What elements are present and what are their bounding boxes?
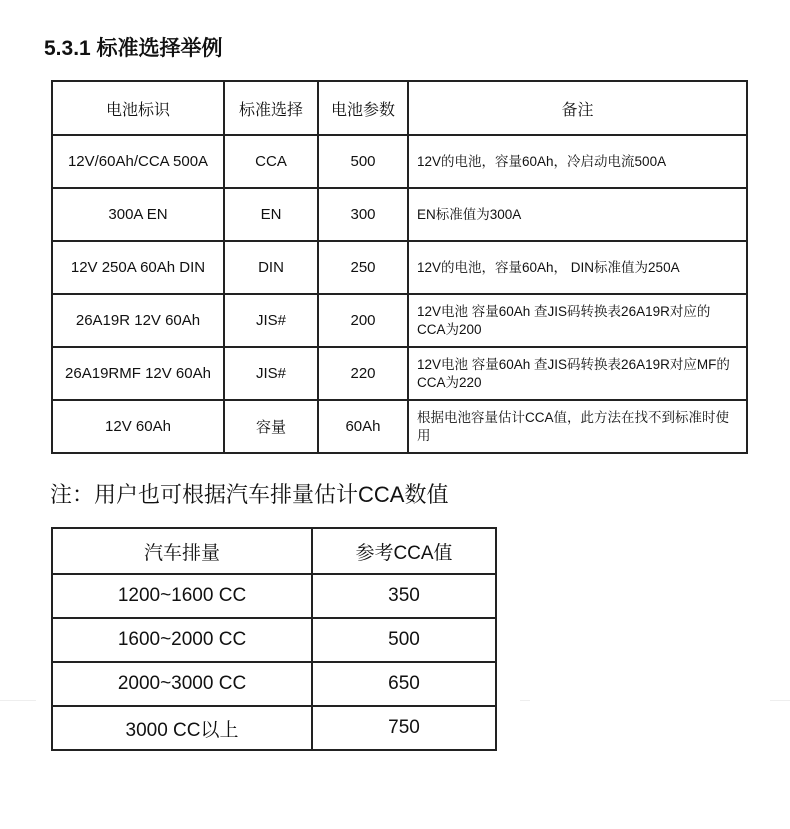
faint-divider-left <box>0 700 36 701</box>
cell-standard: DIN <box>224 241 318 294</box>
cell-cca: 500 <box>312 618 496 662</box>
cell-cca: 650 <box>312 662 496 706</box>
table-header-row <box>52 81 747 135</box>
cell-cca: 350 <box>312 574 496 618</box>
cell-param: 500 <box>318 135 408 188</box>
header-standard: 标准选择 <box>224 81 318 135</box>
cell-remark: 12V电池 容量60Ah 查JIS码转换表26A19R对应的CCA为200 <box>408 294 747 347</box>
cell-param: 200 <box>318 294 408 347</box>
cell-remark: 12V的电池，容量60Ah， DIN标准值为250A <box>408 241 747 294</box>
faint-divider-mid <box>520 700 530 701</box>
table-row <box>52 241 747 294</box>
cell-displacement: 1600~2000 CC <box>52 618 312 662</box>
cell-standard: JIS# <box>224 347 318 400</box>
header-displacement: 汽车排量 <box>52 528 312 574</box>
table-row <box>52 574 496 618</box>
cell-cca: 750 <box>312 706 496 750</box>
header-battery-id: 电池标识 <box>52 81 224 135</box>
cell-param: 250 <box>318 241 408 294</box>
cell-displacement: 2000~3000 CC <box>52 662 312 706</box>
cell-standard: EN <box>224 188 318 241</box>
cell-standard: 容量 <box>224 400 318 453</box>
battery-standard-table <box>51 80 748 454</box>
cell-displacement: 1200~1600 CC <box>52 574 312 618</box>
cell-battery-id: 12V 60Ah <box>52 400 224 453</box>
table-row <box>52 706 496 750</box>
faint-divider-right <box>770 700 790 701</box>
note-text: 注：用户也可根据汽车排量估计CCA数值 <box>50 482 449 507</box>
cell-battery-id: 26A19RMF 12V 60Ah <box>52 347 224 400</box>
cell-remark: 12V的电池，容量60Ah，冷启动电流500A <box>408 135 747 188</box>
cell-battery-id: 300A EN <box>52 188 224 241</box>
table-row <box>52 662 496 706</box>
cell-battery-id: 26A19R 12V 60Ah <box>52 294 224 347</box>
table-row <box>52 347 747 400</box>
cell-remark: 12V电池 容量60Ah 查JIS码转换表26A19R对应MF的CCA为220 <box>408 347 747 400</box>
cell-param: 60Ah <box>318 400 408 453</box>
header-remark: 备注 <box>408 81 747 135</box>
table-row <box>52 135 747 188</box>
table-row <box>52 188 747 241</box>
cell-battery-id: 12V/60Ah/CCA 500A <box>52 135 224 188</box>
table-row <box>52 294 747 347</box>
table-header-row <box>52 528 496 574</box>
header-reference-cca: 参考CCA值 <box>312 528 496 574</box>
cell-standard: JIS# <box>224 294 318 347</box>
displacement-cca-table <box>51 527 497 751</box>
table-row <box>52 618 496 662</box>
cell-param: 220 <box>318 347 408 400</box>
section-title: 5.3.1 标准选择举例 <box>44 37 223 60</box>
cell-remark: 根据电池容量估计CCA值，此方法在找不到标准时使用 <box>408 400 747 453</box>
cell-standard: CCA <box>224 135 318 188</box>
cell-displacement: 3000 CC以上 <box>52 706 312 750</box>
header-battery-param: 电池参数 <box>318 81 408 135</box>
cell-remark: EN标准值为300A <box>408 188 747 241</box>
cell-battery-id: 12V 250A 60Ah DIN <box>52 241 224 294</box>
cell-param: 300 <box>318 188 408 241</box>
table-row <box>52 400 747 453</box>
